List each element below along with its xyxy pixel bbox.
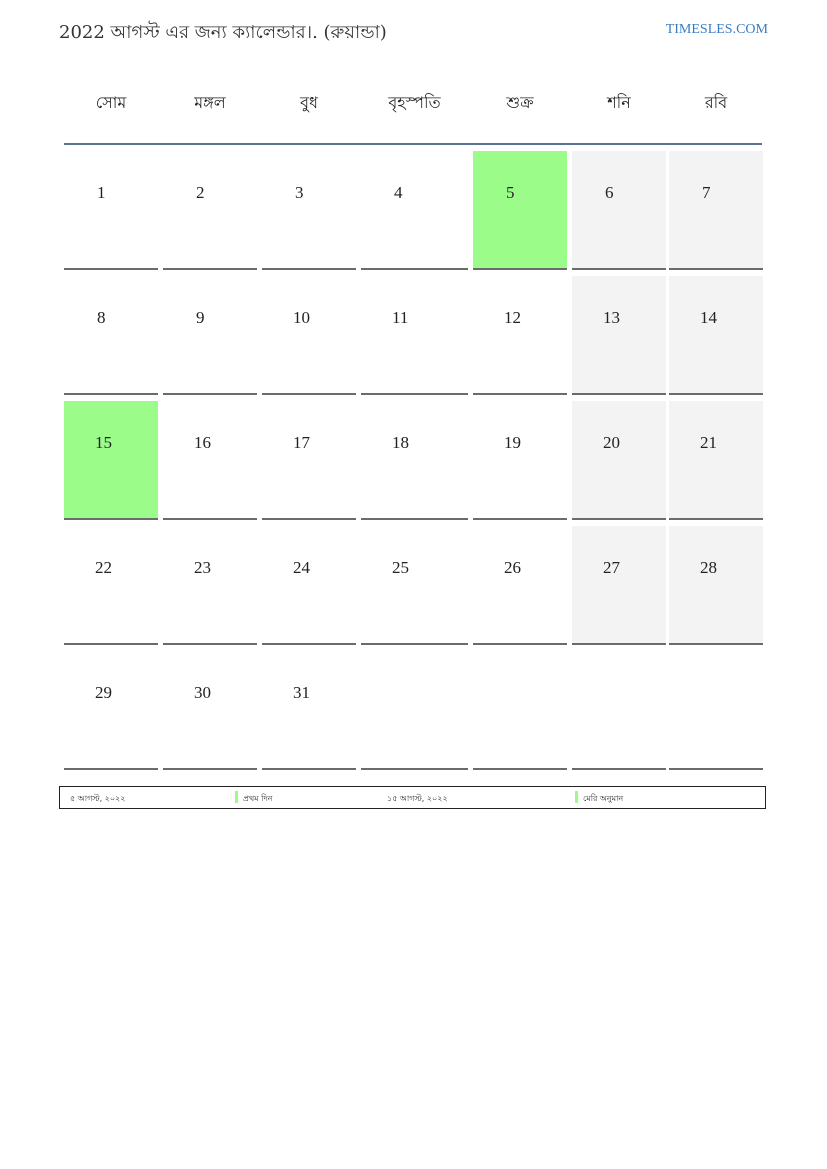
day-cell[interactable] bbox=[473, 526, 567, 645]
day-number: 9 bbox=[196, 308, 205, 327]
day-cell[interactable] bbox=[64, 526, 158, 645]
day-cell[interactable] bbox=[163, 276, 257, 395]
weekday-mon: সোম bbox=[95, 93, 127, 112]
day-cell[interactable] bbox=[361, 526, 468, 645]
holiday-legend bbox=[59, 786, 766, 809]
day-number: 8 bbox=[97, 308, 106, 327]
day-number: 24 bbox=[293, 558, 310, 577]
day-number: 1 bbox=[97, 183, 106, 202]
day-number: 13 bbox=[603, 308, 620, 327]
day-cell[interactable] bbox=[473, 401, 567, 520]
day-number: 26 bbox=[504, 558, 521, 577]
day-number: 21 bbox=[700, 433, 717, 452]
day-number: 16 bbox=[194, 433, 211, 452]
day-number: 20 bbox=[603, 433, 620, 452]
weekday-sun: রবি bbox=[704, 93, 728, 112]
weekday-header bbox=[64, 75, 762, 145]
weekday-sat: শনি bbox=[607, 93, 631, 112]
legend-holiday-swatch bbox=[575, 791, 578, 803]
day-cell[interactable] bbox=[572, 401, 666, 520]
day-cell[interactable] bbox=[163, 651, 257, 770]
weekday-thu: বৃহস্পতি bbox=[388, 93, 441, 112]
day-number: 6 bbox=[605, 183, 614, 202]
day-cell[interactable] bbox=[361, 151, 468, 270]
day-cell[interactable] bbox=[669, 526, 763, 645]
day-cell[interactable] bbox=[262, 151, 356, 270]
day-cell[interactable] bbox=[669, 401, 763, 520]
day-cell[interactable] bbox=[361, 276, 468, 395]
site-link[interactable]: TIMESLES.COM bbox=[665, 22, 768, 37]
day-number: 29 bbox=[95, 683, 112, 702]
day-number: 14 bbox=[700, 308, 717, 327]
legend-holiday-name: মেরি অনুমান bbox=[583, 794, 624, 803]
day-cell bbox=[361, 651, 468, 770]
page-title: 2022 আগস্ট এর জন্য ক্যালেন্ডার।. (রুয়ান্ডা) bbox=[59, 22, 387, 43]
day-number: 19 bbox=[504, 433, 521, 452]
day-number: 22 bbox=[95, 558, 112, 577]
day-cell[interactable] bbox=[163, 151, 257, 270]
legend-date: ৫ আগস্ট, ২০২২ bbox=[70, 794, 126, 803]
day-number: 3 bbox=[295, 183, 304, 202]
legend-date: ১৫ আগস্ট, ২০২২ bbox=[387, 794, 448, 803]
day-cell[interactable] bbox=[572, 276, 666, 395]
day-number: 12 bbox=[504, 308, 521, 327]
day-cell[interactable] bbox=[262, 276, 356, 395]
day-number: 7 bbox=[702, 183, 711, 202]
day-cell[interactable] bbox=[669, 151, 763, 270]
day-number: 18 bbox=[392, 433, 409, 452]
weekday-fri: শুক্র bbox=[506, 93, 534, 112]
day-cell[interactable] bbox=[669, 276, 763, 395]
day-number: 2 bbox=[196, 183, 205, 202]
legend-holiday-name: প্রথম দিন bbox=[243, 794, 273, 803]
day-number: 23 bbox=[194, 558, 211, 577]
day-number: 4 bbox=[394, 183, 403, 202]
day-cell[interactable] bbox=[64, 401, 158, 520]
day-number: 30 bbox=[194, 683, 211, 702]
day-number: 11 bbox=[392, 308, 409, 327]
day-cell[interactable] bbox=[473, 276, 567, 395]
day-cell bbox=[473, 651, 567, 770]
day-cell bbox=[669, 651, 763, 770]
day-cell[interactable] bbox=[572, 526, 666, 645]
day-cell[interactable] bbox=[163, 401, 257, 520]
day-number: 25 bbox=[392, 558, 409, 577]
legend-holiday-swatch bbox=[235, 791, 238, 803]
day-cell[interactable] bbox=[262, 401, 356, 520]
day-cell[interactable] bbox=[262, 651, 356, 770]
day-cell[interactable] bbox=[473, 151, 567, 270]
day-number: 10 bbox=[293, 308, 310, 327]
calendar-grid bbox=[64, 75, 762, 702]
day-cell[interactable] bbox=[163, 526, 257, 645]
day-number: 31 bbox=[293, 683, 310, 702]
day-number: 15 bbox=[95, 433, 112, 452]
day-number: 27 bbox=[603, 558, 620, 577]
day-number: 5 bbox=[506, 183, 515, 202]
day-cell[interactable] bbox=[64, 651, 158, 770]
day-cell bbox=[572, 651, 666, 770]
weekday-tue: মঙ্গল bbox=[194, 93, 226, 112]
day-number: 17 bbox=[293, 433, 310, 452]
day-cell[interactable] bbox=[262, 526, 356, 645]
day-number: 28 bbox=[700, 558, 717, 577]
day-cell[interactable] bbox=[572, 151, 666, 270]
weekday-wed: বুধ bbox=[300, 93, 318, 112]
day-cell[interactable] bbox=[64, 151, 158, 270]
day-cell[interactable] bbox=[361, 401, 468, 520]
day-cell[interactable] bbox=[64, 276, 158, 395]
